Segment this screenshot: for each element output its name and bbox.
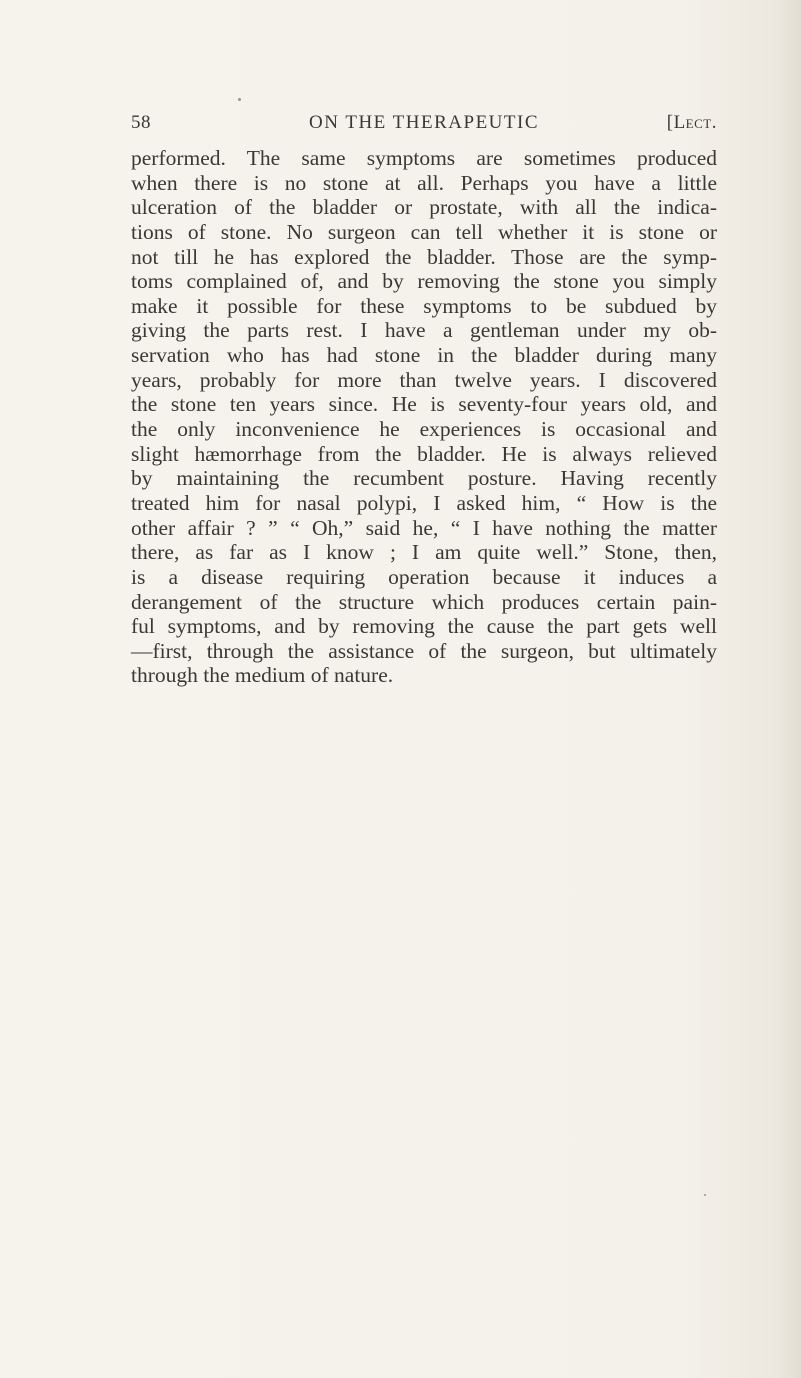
text-line: toms complained of, and by removing the stone you simply xyxy=(131,269,717,294)
page-number: 58 xyxy=(131,112,151,133)
text-line: ulceration of the bladder or prostate, with all the indica- xyxy=(131,195,717,220)
text-line: slight hæmorrhage from the bladder. He is always relieved xyxy=(131,441,717,466)
text-line: is a disease requiring operation because it induces a xyxy=(131,564,717,589)
text-line: through the medium of nature. xyxy=(131,663,394,688)
text-line: derangement of the structure which produces certain pain- xyxy=(131,589,717,614)
text-line: not till he has explored the bladder. Those are the symp- xyxy=(131,244,717,269)
text-line: years, probably for more than twelve years. I discovered xyxy=(131,367,717,392)
text-line: tions of stone. No surgeon can tell whether it is stone or xyxy=(131,219,717,244)
text-line: the stone ten years since. He is seventy-four years old, and xyxy=(131,392,717,417)
text-line: giving the parts rest. I have a gentleman under my ob- xyxy=(131,318,717,343)
text-line: make it possible for these symptoms to be subdued by xyxy=(131,293,717,318)
lecture-mark: [Lect. xyxy=(666,112,717,133)
text-line: there, as far as I know ; I am quite well.” Stone, then, xyxy=(131,540,717,565)
body-paragraph xyxy=(131,146,717,688)
running-title: ON THE THERAPEUTIC xyxy=(308,112,540,133)
text-line: performed. The same symptoms are sometimes produced xyxy=(131,146,717,170)
text-line: other affair ? ” “ Oh,” said he, “ I have nothing the matter xyxy=(131,515,717,540)
page-header xyxy=(131,112,717,138)
paper-speck xyxy=(704,1194,706,1196)
text-line: treated him for nasal polypi, I asked him, “ How is the xyxy=(131,490,717,515)
text-line: servation who has had stone in the bladder during many xyxy=(131,343,717,368)
text-line: by maintaining the recumbent posture. Having recently xyxy=(131,466,717,491)
text-line: ful symptoms, and by removing the cause the part gets well xyxy=(131,614,717,639)
text-line: when there is no stone at all. Perhaps you have a little xyxy=(131,170,717,195)
text-line: the only inconvenience he experiences is occasional and xyxy=(131,417,717,442)
paper-speck xyxy=(238,98,241,101)
text-line: —first, through the assistance of the surgeon, but ultimately xyxy=(131,638,717,663)
